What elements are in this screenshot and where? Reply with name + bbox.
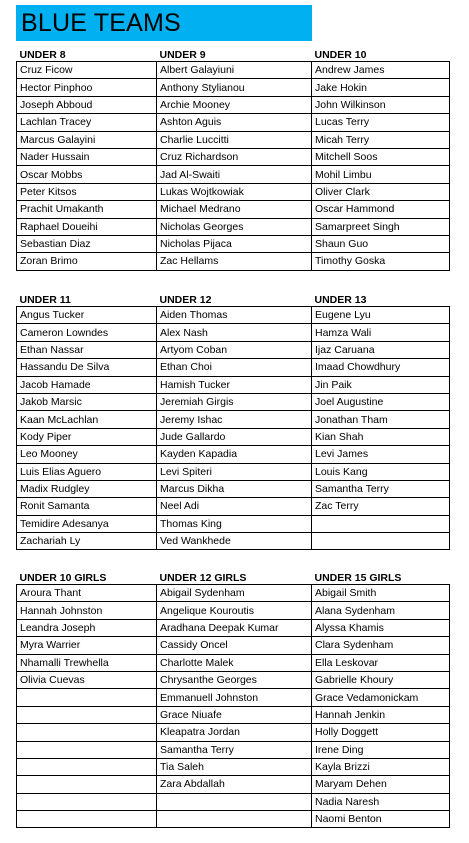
player-name-cell: Nhamalli Trewhella	[17, 654, 157, 671]
table-row	[17, 341, 450, 358]
player-name-cell: Michael Medrano	[157, 201, 312, 218]
player-name-cell	[17, 724, 157, 741]
player-name-cell: Emmanuell Johnston	[157, 689, 312, 706]
player-name-cell: Aradhana Deepak Kumar	[157, 619, 312, 636]
player-name-cell: Nader Hussain	[17, 148, 157, 165]
player-name-cell: Lucas Terry	[312, 114, 450, 131]
player-name-cell: Hamza Wali	[312, 324, 450, 341]
player-name-cell: Lukas Wojtkowiak	[157, 183, 312, 200]
player-name-cell: Zac Terry	[312, 498, 450, 515]
column-header: UNDER 15 GIRLS	[314, 572, 402, 584]
player-name-cell: Joseph Abboud	[17, 96, 157, 113]
table-row	[17, 79, 450, 96]
table-row	[17, 811, 450, 828]
table-row	[17, 533, 450, 550]
column-header: UNDER 12 GIRLS	[159, 572, 247, 584]
player-name-cell: Alana Sydenham	[312, 602, 450, 619]
player-name-cell: Hassandu De Silva	[17, 359, 157, 376]
player-name-cell: Jin Paik	[312, 376, 450, 393]
player-name-cell: Hamish Tucker	[157, 376, 312, 393]
player-name-cell: John Wilkinson	[312, 96, 450, 113]
column-header: UNDER 12	[159, 294, 212, 306]
player-name-cell: Samarpreet Singh	[312, 218, 450, 235]
table-row	[17, 62, 450, 79]
player-name-cell	[17, 758, 157, 775]
player-name-cell	[157, 811, 312, 828]
player-name-cell	[17, 706, 157, 723]
player-name-cell: Albert Galayiuni	[157, 62, 312, 79]
player-name-cell: Lachlan Tracey	[17, 114, 157, 131]
table-row	[17, 253, 450, 270]
player-name-cell: Raphael Doueihi	[17, 218, 157, 235]
player-name-cell: Zac Hellams	[157, 253, 312, 270]
player-name-cell: Andrew James	[312, 62, 450, 79]
table-row	[17, 428, 450, 445]
table-row	[17, 307, 450, 324]
player-name-cell: Angelique Kouroutis	[157, 602, 312, 619]
player-name-cell: Cameron Lowndes	[17, 324, 157, 341]
player-name-cell: Ronit Samanta	[17, 498, 157, 515]
player-name-cell: Nicholas Pijaca	[157, 235, 312, 252]
page-title-banner	[16, 5, 312, 41]
player-name-cell: Samantha Terry	[312, 480, 450, 497]
page-title: BLUE TEAMS	[21, 9, 181, 37]
player-name-cell: Chrysanthe Georges	[157, 671, 312, 688]
player-name-cell: Alyssa Khamis	[312, 619, 450, 636]
column-header: UNDER 10	[314, 49, 367, 61]
player-name-cell: Grace Niuafe	[157, 706, 312, 723]
column-header: UNDER 11	[19, 294, 71, 306]
table-row	[17, 359, 450, 376]
player-name-cell: Gabrielle Khoury	[312, 671, 450, 688]
table-row	[17, 235, 450, 252]
player-name-cell: Leandra Joseph	[17, 619, 157, 636]
player-name-cell: Nicholas Georges	[157, 218, 312, 235]
table-row	[17, 654, 450, 671]
table-row	[17, 498, 450, 515]
player-name-cell: Jad Al-Swaiti	[157, 166, 312, 183]
table-row	[17, 758, 450, 775]
player-name-cell	[17, 689, 157, 706]
player-name-cell: Oscar Hammond	[312, 201, 450, 218]
player-name-cell: Mohil Limbu	[312, 166, 450, 183]
player-name-cell: Timothy Goska	[312, 253, 450, 270]
player-name-cell	[312, 515, 450, 532]
player-name-cell: Tia Saleh	[157, 758, 312, 775]
table-row	[17, 463, 450, 480]
column-header: UNDER 13	[314, 294, 367, 306]
table-row	[17, 585, 450, 602]
player-name-cell: Mitchell Soos	[312, 148, 450, 165]
player-name-cell: Kody Piper	[17, 428, 157, 445]
player-name-cell: Anthony Stylianou	[157, 79, 312, 96]
player-name-cell: Cruz Richardson	[157, 148, 312, 165]
player-name-cell: Samantha Terry	[157, 741, 312, 758]
table-row	[17, 376, 450, 393]
player-name-cell: Abigail Smith	[312, 585, 450, 602]
table-row	[17, 393, 450, 410]
player-name-cell: Marcus Galayini	[17, 131, 157, 148]
player-name-cell: Alex Nash	[157, 324, 312, 341]
table-row	[17, 637, 450, 654]
team-table-under-11-13	[16, 289, 450, 550]
player-name-cell: Olivia Cuevas	[17, 671, 157, 688]
table-row	[17, 619, 450, 636]
table-row	[17, 201, 450, 218]
player-name-cell: Maryam Dehen	[312, 776, 450, 793]
table-row	[17, 218, 450, 235]
table-row	[17, 183, 450, 200]
table-row	[17, 411, 450, 428]
player-name-cell: Myra Warrier	[17, 637, 157, 654]
player-name-cell: Levi James	[312, 446, 450, 463]
player-name-cell: Hannah Jenkin	[312, 706, 450, 723]
table-row	[17, 148, 450, 165]
table-header-row	[17, 289, 450, 307]
player-name-cell: Shaun Guo	[312, 235, 450, 252]
player-name-cell: Imaad Chowdhury	[312, 359, 450, 376]
player-name-cell: Jake Hokin	[312, 79, 450, 96]
player-name-cell: Eugene Lyu	[312, 307, 450, 324]
player-name-cell: Ved Wankhede	[157, 533, 312, 550]
player-name-cell	[17, 793, 157, 810]
table-row	[17, 602, 450, 619]
table-row	[17, 776, 450, 793]
player-name-cell: Oliver Clark	[312, 183, 450, 200]
team-table-girls	[16, 567, 450, 828]
player-name-cell: Jeremiah Girgis	[157, 393, 312, 410]
player-name-cell: Ella Leskovar	[312, 654, 450, 671]
player-name-cell: Charlotte Malek	[157, 654, 312, 671]
player-name-cell: Nadia Naresh	[312, 793, 450, 810]
player-name-cell: Temidire Adesanya	[17, 515, 157, 532]
player-name-cell: Hannah Johnston	[17, 602, 157, 619]
player-name-cell	[157, 793, 312, 810]
player-name-cell: Kayden Kapadia	[157, 446, 312, 463]
table-row	[17, 480, 450, 497]
table-header-row	[17, 567, 450, 585]
table-row	[17, 706, 450, 723]
table-row	[17, 671, 450, 688]
player-name-cell: Aroura Thant	[17, 585, 157, 602]
table-row	[17, 114, 450, 131]
player-name-cell: Artyom Coban	[157, 341, 312, 358]
table-row	[17, 741, 450, 758]
player-name-cell: Micah Terry	[312, 131, 450, 148]
player-name-cell: Kian Shah	[312, 428, 450, 445]
table-row	[17, 131, 450, 148]
player-name-cell: Abigail Sydenham	[157, 585, 312, 602]
table-header-row	[17, 44, 450, 62]
player-name-cell: Joel Augustine	[312, 393, 450, 410]
player-name-cell: Kayla Brizzi	[312, 758, 450, 775]
column-header: UNDER 9	[159, 49, 206, 61]
player-name-cell: Zachariah Ly	[17, 533, 157, 550]
table-row	[17, 793, 450, 810]
player-name-cell: Jacob Hamade	[17, 376, 157, 393]
player-name-cell: Archie Mooney	[157, 96, 312, 113]
player-name-cell	[312, 533, 450, 550]
table-row	[17, 446, 450, 463]
player-name-cell: Luis Elias Aguero	[17, 463, 157, 480]
player-name-cell: Peter Kitsos	[17, 183, 157, 200]
player-name-cell: Ijaz Caruana	[312, 341, 450, 358]
player-name-cell: Marcus Dikha	[157, 480, 312, 497]
player-name-cell: Cruz Ficow	[17, 62, 157, 79]
player-name-cell	[17, 811, 157, 828]
column-header: UNDER 10 GIRLS	[19, 572, 107, 584]
table-row	[17, 724, 450, 741]
player-name-cell: Zara Abdallah	[157, 776, 312, 793]
table-row	[17, 689, 450, 706]
player-name-cell: Naomi Benton	[312, 811, 450, 828]
player-name-cell: Neel Adi	[157, 498, 312, 515]
player-name-cell: Cassidy Oncel	[157, 637, 312, 654]
player-name-cell: Sebastian Diaz	[17, 235, 157, 252]
player-name-cell: Jeremy Ishac	[157, 411, 312, 428]
table-row	[17, 515, 450, 532]
player-name-cell: Leo Mooney	[17, 446, 157, 463]
team-table-under-8-10	[16, 44, 450, 271]
player-name-cell: Ashton Aguis	[157, 114, 312, 131]
player-name-cell: Ethan Choi	[157, 359, 312, 376]
player-name-cell: Kleapatra Jordan	[157, 724, 312, 741]
player-name-cell: Kaan McLachlan	[17, 411, 157, 428]
player-name-cell: Aiden Thomas	[157, 307, 312, 324]
table-row	[17, 166, 450, 183]
player-name-cell: Irene Ding	[312, 741, 450, 758]
player-name-cell: Clara Sydenham	[312, 637, 450, 654]
player-name-cell: Oscar Mobbs	[17, 166, 157, 183]
table-row	[17, 324, 450, 341]
player-name-cell: Grace Vedamonickam	[312, 689, 450, 706]
player-name-cell: Levi Spiteri	[157, 463, 312, 480]
player-name-cell: Ethan Nassar	[17, 341, 157, 358]
player-name-cell: Jakob Marsic	[17, 393, 157, 410]
column-header: UNDER 8	[19, 49, 66, 61]
player-name-cell: Jonathan Tham	[312, 411, 450, 428]
player-name-cell: Madix Rudgley	[17, 480, 157, 497]
player-name-cell: Jude Gallardo	[157, 428, 312, 445]
player-name-cell: Holly Doggett	[312, 724, 450, 741]
player-name-cell: Zoran Brimo	[17, 253, 157, 270]
player-name-cell: Hector Pinphoo	[17, 79, 157, 96]
player-name-cell	[17, 776, 157, 793]
player-name-cell: Prachit Umakanth	[17, 201, 157, 218]
player-name-cell: Thomas King	[157, 515, 312, 532]
player-name-cell: Louis Kang	[312, 463, 450, 480]
player-name-cell: Charlie Luccitti	[157, 131, 312, 148]
player-name-cell: Angus Tucker	[17, 307, 157, 324]
table-row	[17, 96, 450, 113]
player-name-cell	[17, 741, 157, 758]
